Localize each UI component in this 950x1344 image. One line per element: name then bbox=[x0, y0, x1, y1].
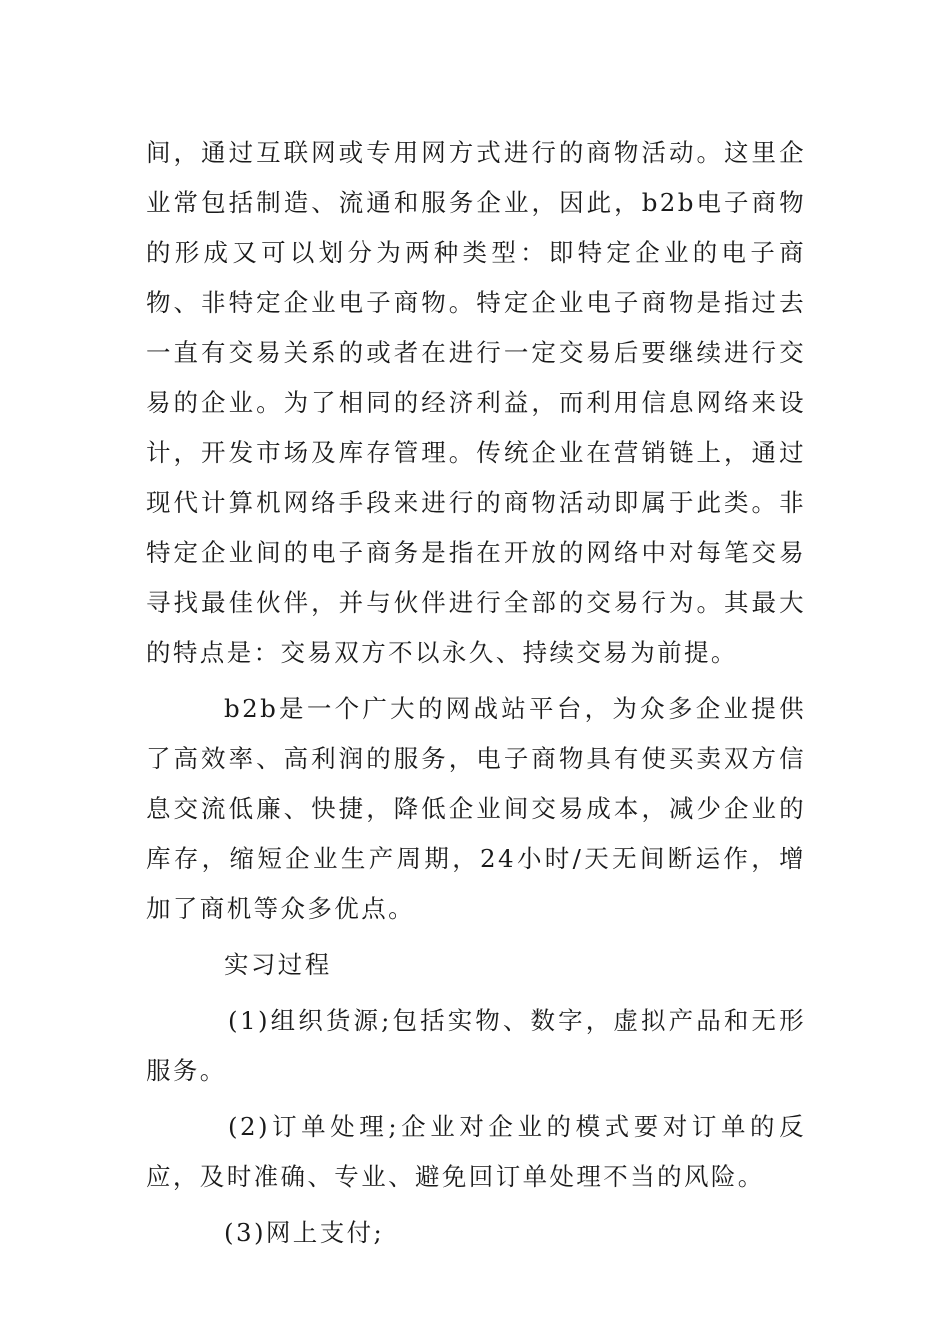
list-item: (3)网上支付; bbox=[224, 1218, 385, 1247]
paragraph-b2b-advantages: b2b是一个广大的网战站平台，为众多企业提供了高效率、高利润的服务，电子商物具有使买卖双方信息交流低廉、快捷，降低企业间交易成本，减少企业的库存，缩短企业生产周期，24小时/天无间断运作，增加了商机等众多优点。 bbox=[146, 694, 806, 923]
document-body bbox=[146, 128, 806, 1258]
paragraph-continuation: 间，通过互联网或专用网方式进行的商物活动。这里企业常包括制造、流通和服务企业，因此，b2b电子商物的形成又可以划分为两种类型：即特定企业的电子商物、非特定企业电子商物。特定企业电子商物是指过去一直有交易关系的或者在进行一定交易后要继续进行交易的企业。为了相同的经济利益，而利用信息网络来设计，开发市场及库存管理。传统企业在营销链上，通过现代计算机网络手段来进行的商物活动即属于此类。非特定企业间的电子商务是指在开放的网络中对每笔交易寻找最佳伙伴，并与伙伴进行全部的交易行为。其最大的特点是：交易双方不以永久、持续交易为前提。 bbox=[146, 138, 806, 667]
list-item: (1)组织货源;包括实物、数字，虚拟产品和无形服务。 bbox=[146, 1006, 806, 1085]
section-heading: 实习过程 bbox=[224, 950, 332, 979]
list-item: (2)订单处理;企业对企业的模式要对订单的反应，及时准确、专业、避免回订单处理不当的风险。 bbox=[146, 1112, 806, 1191]
